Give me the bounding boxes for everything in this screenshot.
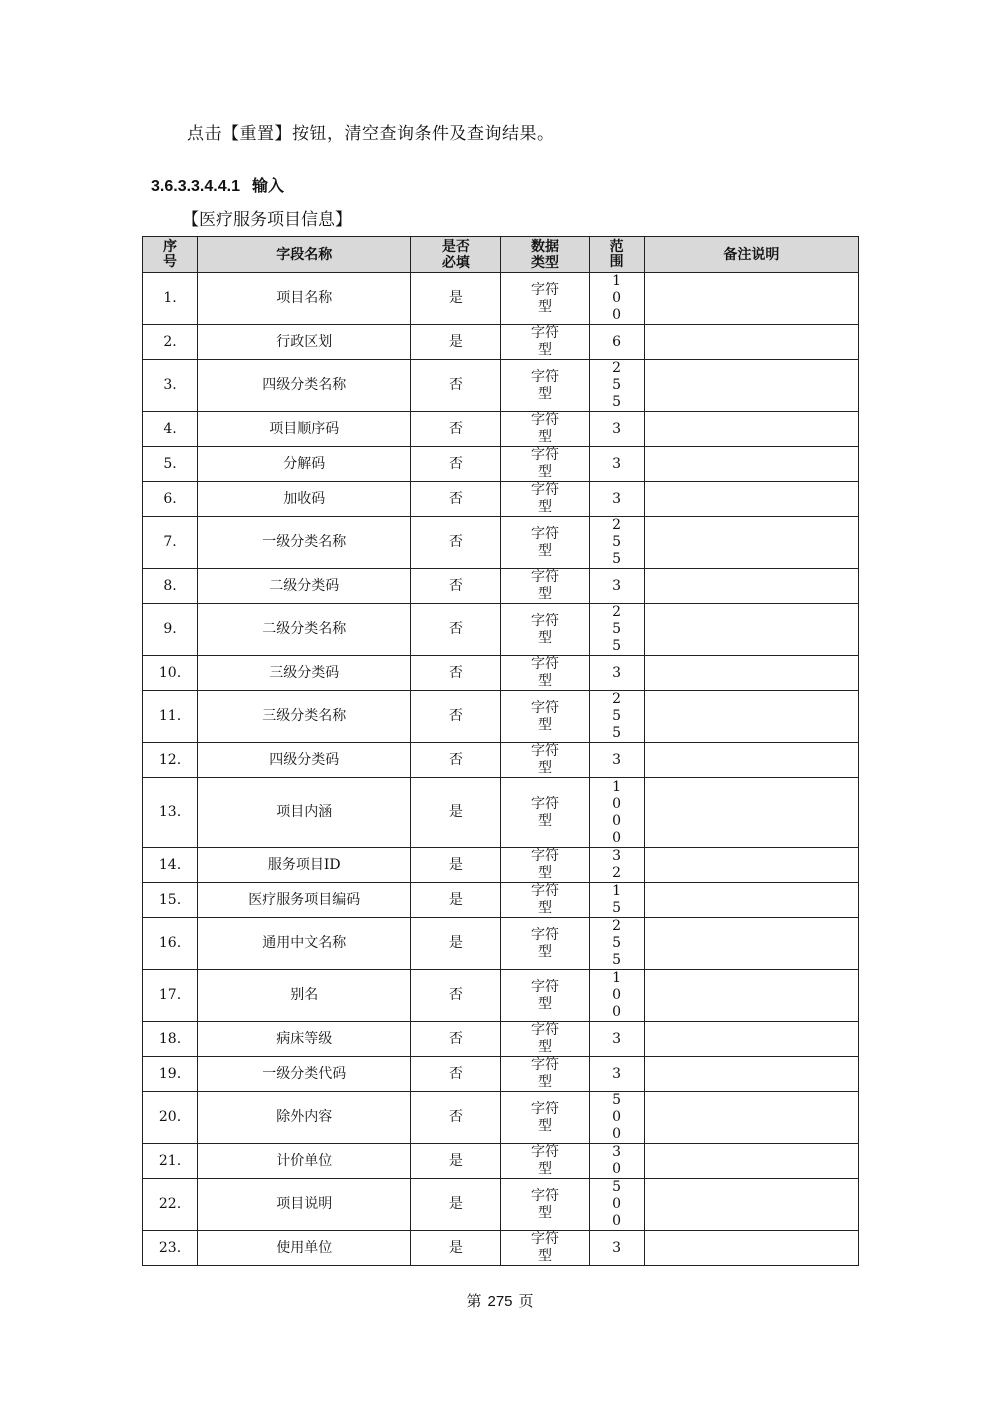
cell-name: 项目名称 <box>198 273 411 325</box>
cell-range: 255 <box>589 360 644 412</box>
cell-name: 一级分类名称 <box>198 517 411 569</box>
table-row <box>143 1179 859 1231</box>
table-row <box>143 325 859 360</box>
cell-remark <box>644 883 858 918</box>
cell-remark <box>644 691 858 743</box>
table-row <box>143 360 859 412</box>
cell-type: 字符型 <box>501 325 589 360</box>
table-row <box>143 848 859 883</box>
cell-required: 否 <box>411 1022 501 1057</box>
cell-no: 12. <box>143 743 198 778</box>
table-row <box>143 447 859 482</box>
cell-no: 9. <box>143 604 198 656</box>
cell-remark <box>644 778 858 848</box>
table-body <box>143 273 859 1266</box>
cell-required: 否 <box>411 569 501 604</box>
cell-range: 1000 <box>589 778 644 848</box>
cell-range: 3 <box>589 1022 644 1057</box>
table-header-row <box>143 237 859 273</box>
cell-required: 是 <box>411 325 501 360</box>
header-required: 是否必填 <box>411 237 501 273</box>
cell-name: 病床等级 <box>198 1022 411 1057</box>
cell-remark <box>644 848 858 883</box>
cell-remark <box>644 1057 858 1092</box>
cell-remark <box>644 1092 858 1144</box>
cell-remark <box>644 447 858 482</box>
header-remark: 备注说明 <box>644 237 858 273</box>
table-row <box>143 1057 859 1092</box>
cell-no: 6. <box>143 482 198 517</box>
cell-type: 字符型 <box>501 447 589 482</box>
cell-no: 1. <box>143 273 198 325</box>
cell-range: 15 <box>589 883 644 918</box>
cell-name: 别名 <box>198 970 411 1022</box>
cell-type: 字符型 <box>501 482 589 517</box>
cell-type: 字符型 <box>501 656 589 691</box>
cell-remark <box>644 325 858 360</box>
cell-no: 19. <box>143 1057 198 1092</box>
cell-no: 3. <box>143 360 198 412</box>
cell-type: 字符型 <box>501 517 589 569</box>
cell-name: 三级分类名称 <box>198 691 411 743</box>
cell-name: 分解码 <box>198 447 411 482</box>
cell-range: 100 <box>589 273 644 325</box>
cell-required: 否 <box>411 1057 501 1092</box>
intro-paragraph: 点击【重置】按钮，清空查询条件及查询结果。 <box>187 124 555 144</box>
cell-remark <box>644 1144 858 1179</box>
cell-name: 通用中文名称 <box>198 918 411 970</box>
cell-name: 计价单位 <box>198 1144 411 1179</box>
cell-type: 字符型 <box>501 848 589 883</box>
cell-name: 项目顺序码 <box>198 412 411 447</box>
cell-remark <box>644 1179 858 1231</box>
cell-type: 字符型 <box>501 1231 589 1266</box>
table-row <box>143 1144 859 1179</box>
cell-range: 3 <box>589 569 644 604</box>
cell-no: 10. <box>143 656 198 691</box>
cell-type: 字符型 <box>501 1092 589 1144</box>
cell-no: 14. <box>143 848 198 883</box>
cell-remark <box>644 970 858 1022</box>
cell-type: 字符型 <box>501 1179 589 1231</box>
footer-prefix: 第 <box>466 1292 482 1310</box>
table-row <box>143 412 859 447</box>
cell-no: 21. <box>143 1144 198 1179</box>
footer-suffix: 页 <box>518 1292 534 1310</box>
cell-remark <box>644 604 858 656</box>
cell-required: 是 <box>411 1144 501 1179</box>
page-number: 275 <box>487 1293 513 1310</box>
cell-type: 字符型 <box>501 778 589 848</box>
cell-remark <box>644 569 858 604</box>
cell-name: 加收码 <box>198 482 411 517</box>
page-footer <box>0 1290 1000 1311</box>
table-row <box>143 778 859 848</box>
cell-name: 行政区划 <box>198 325 411 360</box>
cell-type: 字符型 <box>501 743 589 778</box>
cell-remark <box>644 517 858 569</box>
cell-type: 字符型 <box>501 1144 589 1179</box>
cell-range: 3 <box>589 1231 644 1266</box>
cell-required: 否 <box>411 482 501 517</box>
table-row <box>143 743 859 778</box>
cell-remark <box>644 1022 858 1057</box>
cell-no: 13. <box>143 778 198 848</box>
header-name: 字段名称 <box>198 237 411 273</box>
cell-required: 否 <box>411 743 501 778</box>
cell-no: 22. <box>143 1179 198 1231</box>
cell-type: 字符型 <box>501 569 589 604</box>
cell-range: 255 <box>589 604 644 656</box>
cell-type: 字符型 <box>501 970 589 1022</box>
cell-no: 20. <box>143 1092 198 1144</box>
table-row <box>143 918 859 970</box>
cell-range: 100 <box>589 970 644 1022</box>
cell-remark <box>644 273 858 325</box>
cell-no: 18. <box>143 1022 198 1057</box>
cell-remark <box>644 918 858 970</box>
cell-remark <box>644 1231 858 1266</box>
table-row <box>143 656 859 691</box>
cell-range: 255 <box>589 691 644 743</box>
cell-type: 字符型 <box>501 1022 589 1057</box>
cell-required: 否 <box>411 656 501 691</box>
cell-range: 32 <box>589 848 644 883</box>
table-row <box>143 482 859 517</box>
table-row <box>143 517 859 569</box>
table-row <box>143 604 859 656</box>
table-row <box>143 970 859 1022</box>
cell-type: 字符型 <box>501 412 589 447</box>
cell-range: 255 <box>589 918 644 970</box>
cell-required: 否 <box>411 517 501 569</box>
cell-no: 7. <box>143 517 198 569</box>
table-row <box>143 273 859 325</box>
header-type: 数据类型 <box>501 237 589 273</box>
cell-required: 否 <box>411 447 501 482</box>
cell-name: 三级分类码 <box>198 656 411 691</box>
cell-required: 是 <box>411 883 501 918</box>
cell-remark <box>644 360 858 412</box>
cell-name: 服务项目ID <box>198 848 411 883</box>
cell-no: 17. <box>143 970 198 1022</box>
cell-no: 2. <box>143 325 198 360</box>
cell-remark <box>644 412 858 447</box>
cell-required: 是 <box>411 1179 501 1231</box>
cell-name: 除外内容 <box>198 1092 411 1144</box>
cell-range: 3 <box>589 482 644 517</box>
cell-no: 11. <box>143 691 198 743</box>
cell-range: 3 <box>589 1057 644 1092</box>
cell-name: 医疗服务项目编码 <box>198 883 411 918</box>
cell-no: 8. <box>143 569 198 604</box>
cell-type: 字符型 <box>501 360 589 412</box>
cell-name: 一级分类代码 <box>198 1057 411 1092</box>
cell-name: 二级分类名称 <box>198 604 411 656</box>
cell-required: 否 <box>411 412 501 447</box>
cell-range: 30 <box>589 1144 644 1179</box>
cell-type: 字符型 <box>501 883 589 918</box>
cell-range: 6 <box>589 325 644 360</box>
cell-required: 否 <box>411 1092 501 1144</box>
cell-type: 字符型 <box>501 604 589 656</box>
cell-range: 255 <box>589 517 644 569</box>
cell-range: 500 <box>589 1179 644 1231</box>
cell-required: 否 <box>411 970 501 1022</box>
header-no: 序号 <box>143 237 198 273</box>
cell-name: 项目内涵 <box>198 778 411 848</box>
cell-required: 是 <box>411 1231 501 1266</box>
cell-no: 15. <box>143 883 198 918</box>
cell-no: 23. <box>143 1231 198 1266</box>
cell-required: 是 <box>411 918 501 970</box>
table-row <box>143 1231 859 1266</box>
table-caption: 【医疗服务项目信息】 <box>182 210 352 230</box>
section-number: 3.6.3.3.4.4.1 <box>151 178 240 195</box>
cell-required: 是 <box>411 848 501 883</box>
cell-name: 四级分类名称 <box>198 360 411 412</box>
cell-remark <box>644 743 858 778</box>
cell-type: 字符型 <box>501 918 589 970</box>
cell-type: 字符型 <box>501 1057 589 1092</box>
field-table <box>142 236 859 1266</box>
cell-required: 否 <box>411 604 501 656</box>
section-heading <box>151 173 284 196</box>
cell-name: 项目说明 <box>198 1179 411 1231</box>
table-row <box>143 1022 859 1057</box>
cell-required: 是 <box>411 778 501 848</box>
table-row <box>143 1092 859 1144</box>
cell-range: 500 <box>589 1092 644 1144</box>
cell-type: 字符型 <box>501 273 589 325</box>
cell-no: 4. <box>143 412 198 447</box>
cell-required: 是 <box>411 273 501 325</box>
cell-remark <box>644 482 858 517</box>
cell-name: 使用单位 <box>198 1231 411 1266</box>
table-row <box>143 569 859 604</box>
cell-type: 字符型 <box>501 691 589 743</box>
table-row <box>143 691 859 743</box>
cell-no: 16. <box>143 918 198 970</box>
cell-remark <box>644 656 858 691</box>
cell-range: 3 <box>589 447 644 482</box>
cell-no: 5. <box>143 447 198 482</box>
cell-name: 二级分类码 <box>198 569 411 604</box>
table-row <box>143 883 859 918</box>
cell-range: 3 <box>589 656 644 691</box>
section-title: 输入 <box>251 178 284 195</box>
cell-range: 3 <box>589 412 644 447</box>
cell-range: 3 <box>589 743 644 778</box>
cell-required: 否 <box>411 691 501 743</box>
cell-required: 否 <box>411 360 501 412</box>
header-range: 范围 <box>589 237 644 273</box>
cell-name: 四级分类码 <box>198 743 411 778</box>
